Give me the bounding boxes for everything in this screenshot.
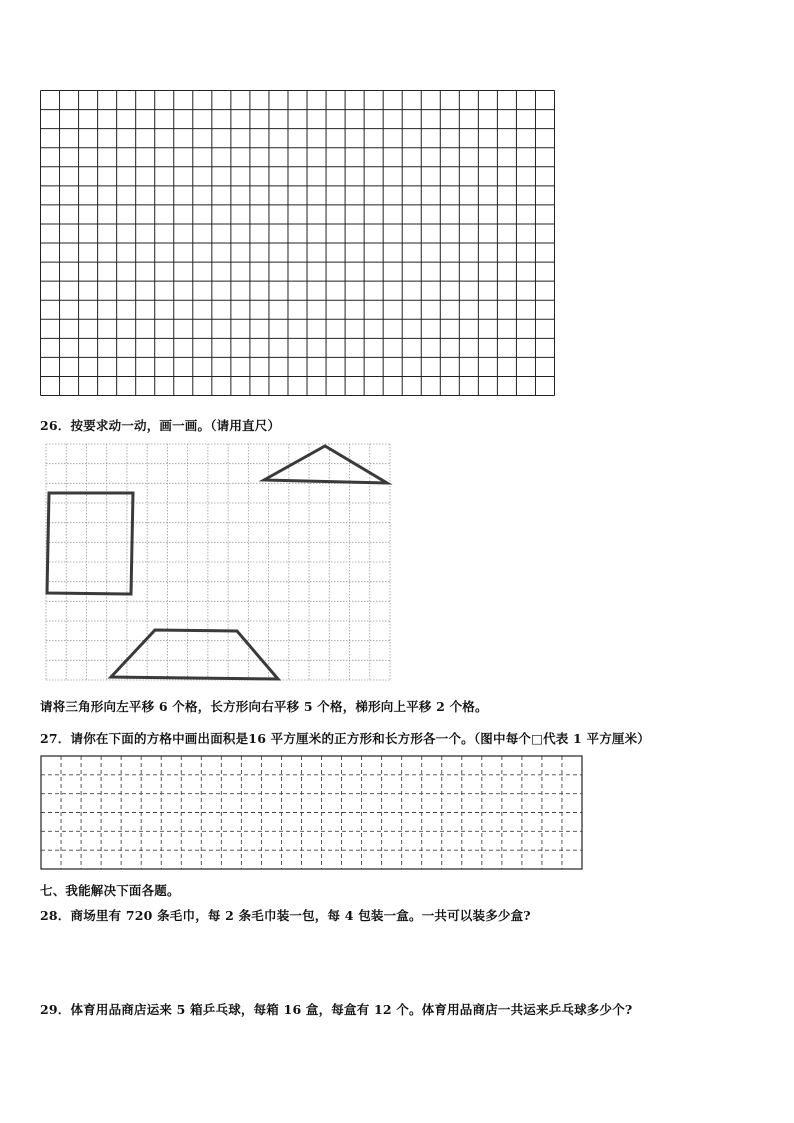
q27-title: 27．请你在下面的方格中画出面积是16 平方厘米的正方形和长方形各一个。（图中每个□代表 1 平方厘米） <box>40 731 651 746</box>
q26-instruction: 请将三角形向左平移 6 个格，长方形向右平移 5 个格，梯形向上平移 2 个格。 <box>40 699 488 714</box>
q28-text: 28．商场里有 720 条毛巾，每 2 条毛巾装一包，每 4 包装一盒。一共可以装多少盒? <box>40 908 531 923</box>
q27-dashed-grid <box>40 755 583 870</box>
section-7-heading: 七、我能解决下面各题。 <box>40 883 180 898</box>
triangle-shape <box>264 446 387 483</box>
q26-dotted-grid <box>45 443 391 681</box>
trapezoid-shape <box>111 630 278 679</box>
q29-text: 29．体育用品商店运来 5 箱乒乓球，每箱 16 盒，每盒有 12 个。体育用品商店一共运来乒乓球多少个? <box>40 1002 633 1017</box>
solid-answer-grid <box>40 90 555 396</box>
q26-title: 26．按要求动一动，画一画。（请用直尺） <box>40 418 281 433</box>
rectangle-shape <box>47 493 133 594</box>
